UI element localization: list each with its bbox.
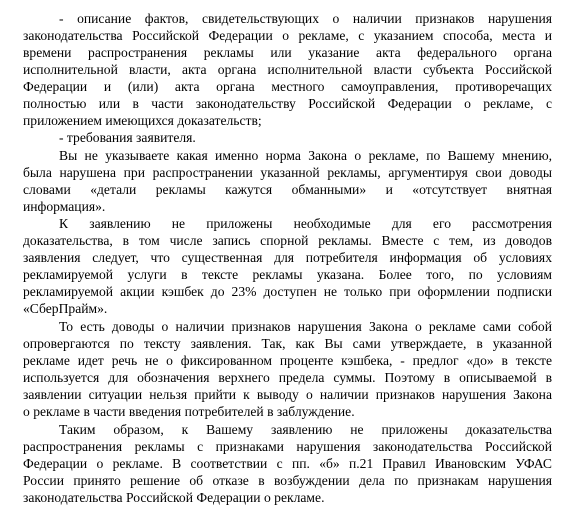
text-line: опровергаются по тексту заявления. Так, как Вы сами утверждаете, в указанной [23,336,552,351]
text-line: заявлении ситуации нельзя прийти к выводу о наличии признаков нарушения Закона [23,387,552,402]
text-line: рекламируемой услуги в тексте рекламы указана. Более того, по условиям [23,267,552,282]
text-line: доказательства, в том числе запись спорной рекламы. Вместе с тем, из доводов [23,233,552,248]
text-line: законодательства Российской Федерации о рекламе, с указанием способа, места и [23,28,552,43]
text-line: используется для обозначения верхнего предела суммы. Поэтому в описываемой в [23,370,552,385]
text-line: Таким образом, к Вашему заявлению не приложены доказательства [59,422,552,437]
text-line: исполнительной власти, акта органа исполнительной власти субъекта Российской [23,62,552,77]
text-line: полностью или в части законодательству Российской Федерации о рекламе, с [23,96,552,111]
text-line: Федерации и (или) акта органа местного самоуправления, противоречащих [23,79,552,94]
text-line: приложением имеющихся доказательств; [23,113,262,128]
text-line: К заявлению не приложены необходимые для его рассмотрения [59,216,552,231]
text-line: о рекламе в части введения потребителей в заблуждение. [23,404,355,419]
text-line: законодательства Российской Федерации о рекламе. [23,490,325,505]
text-line: - описание фактов, свидетельствующих о наличии признаков нарушения [59,11,552,26]
text-line: Федерации о рекламе. В соответствии с пп. «б» п.21 Правил Ивановским УФАС [23,456,552,471]
text-line: словами «детали рекламы кажутся обманными» и «отсутствует внятная [23,182,552,197]
text-line: рекламируемой акции кэшбек до 23% доступен не только при оформлении подписки [23,284,552,299]
text-line: времени распространения рекламы или указание акта федерального органа [23,45,552,60]
text-line: рекламе идет речь не о фиксированном проценте кэшбека, - предлог «до» в тексте [23,353,552,368]
text-line: То есть доводы о наличии признаков нарушения Закона о рекламе сами собой [59,319,552,334]
text-line: России принято решение об отказе в возбуждении дела по признакам нарушения [23,473,552,488]
text-line: «СберПрайм». [23,301,108,316]
text-line: - требования заявителя. [59,130,196,145]
text-line: информация». [23,199,106,214]
text-line: заявления следует, что существенная для потребителя информация об условиях [23,250,552,265]
text-line: распространения рекламы с признаками нарушения законодательства Российской [23,439,552,454]
text-line: была нарушена при распространении указанной рекламы, аргументируя свои доводы [23,165,552,180]
text-line: Вы не указываете какая именно норма Закона о рекламе, по Вашему мнению, [59,148,552,163]
